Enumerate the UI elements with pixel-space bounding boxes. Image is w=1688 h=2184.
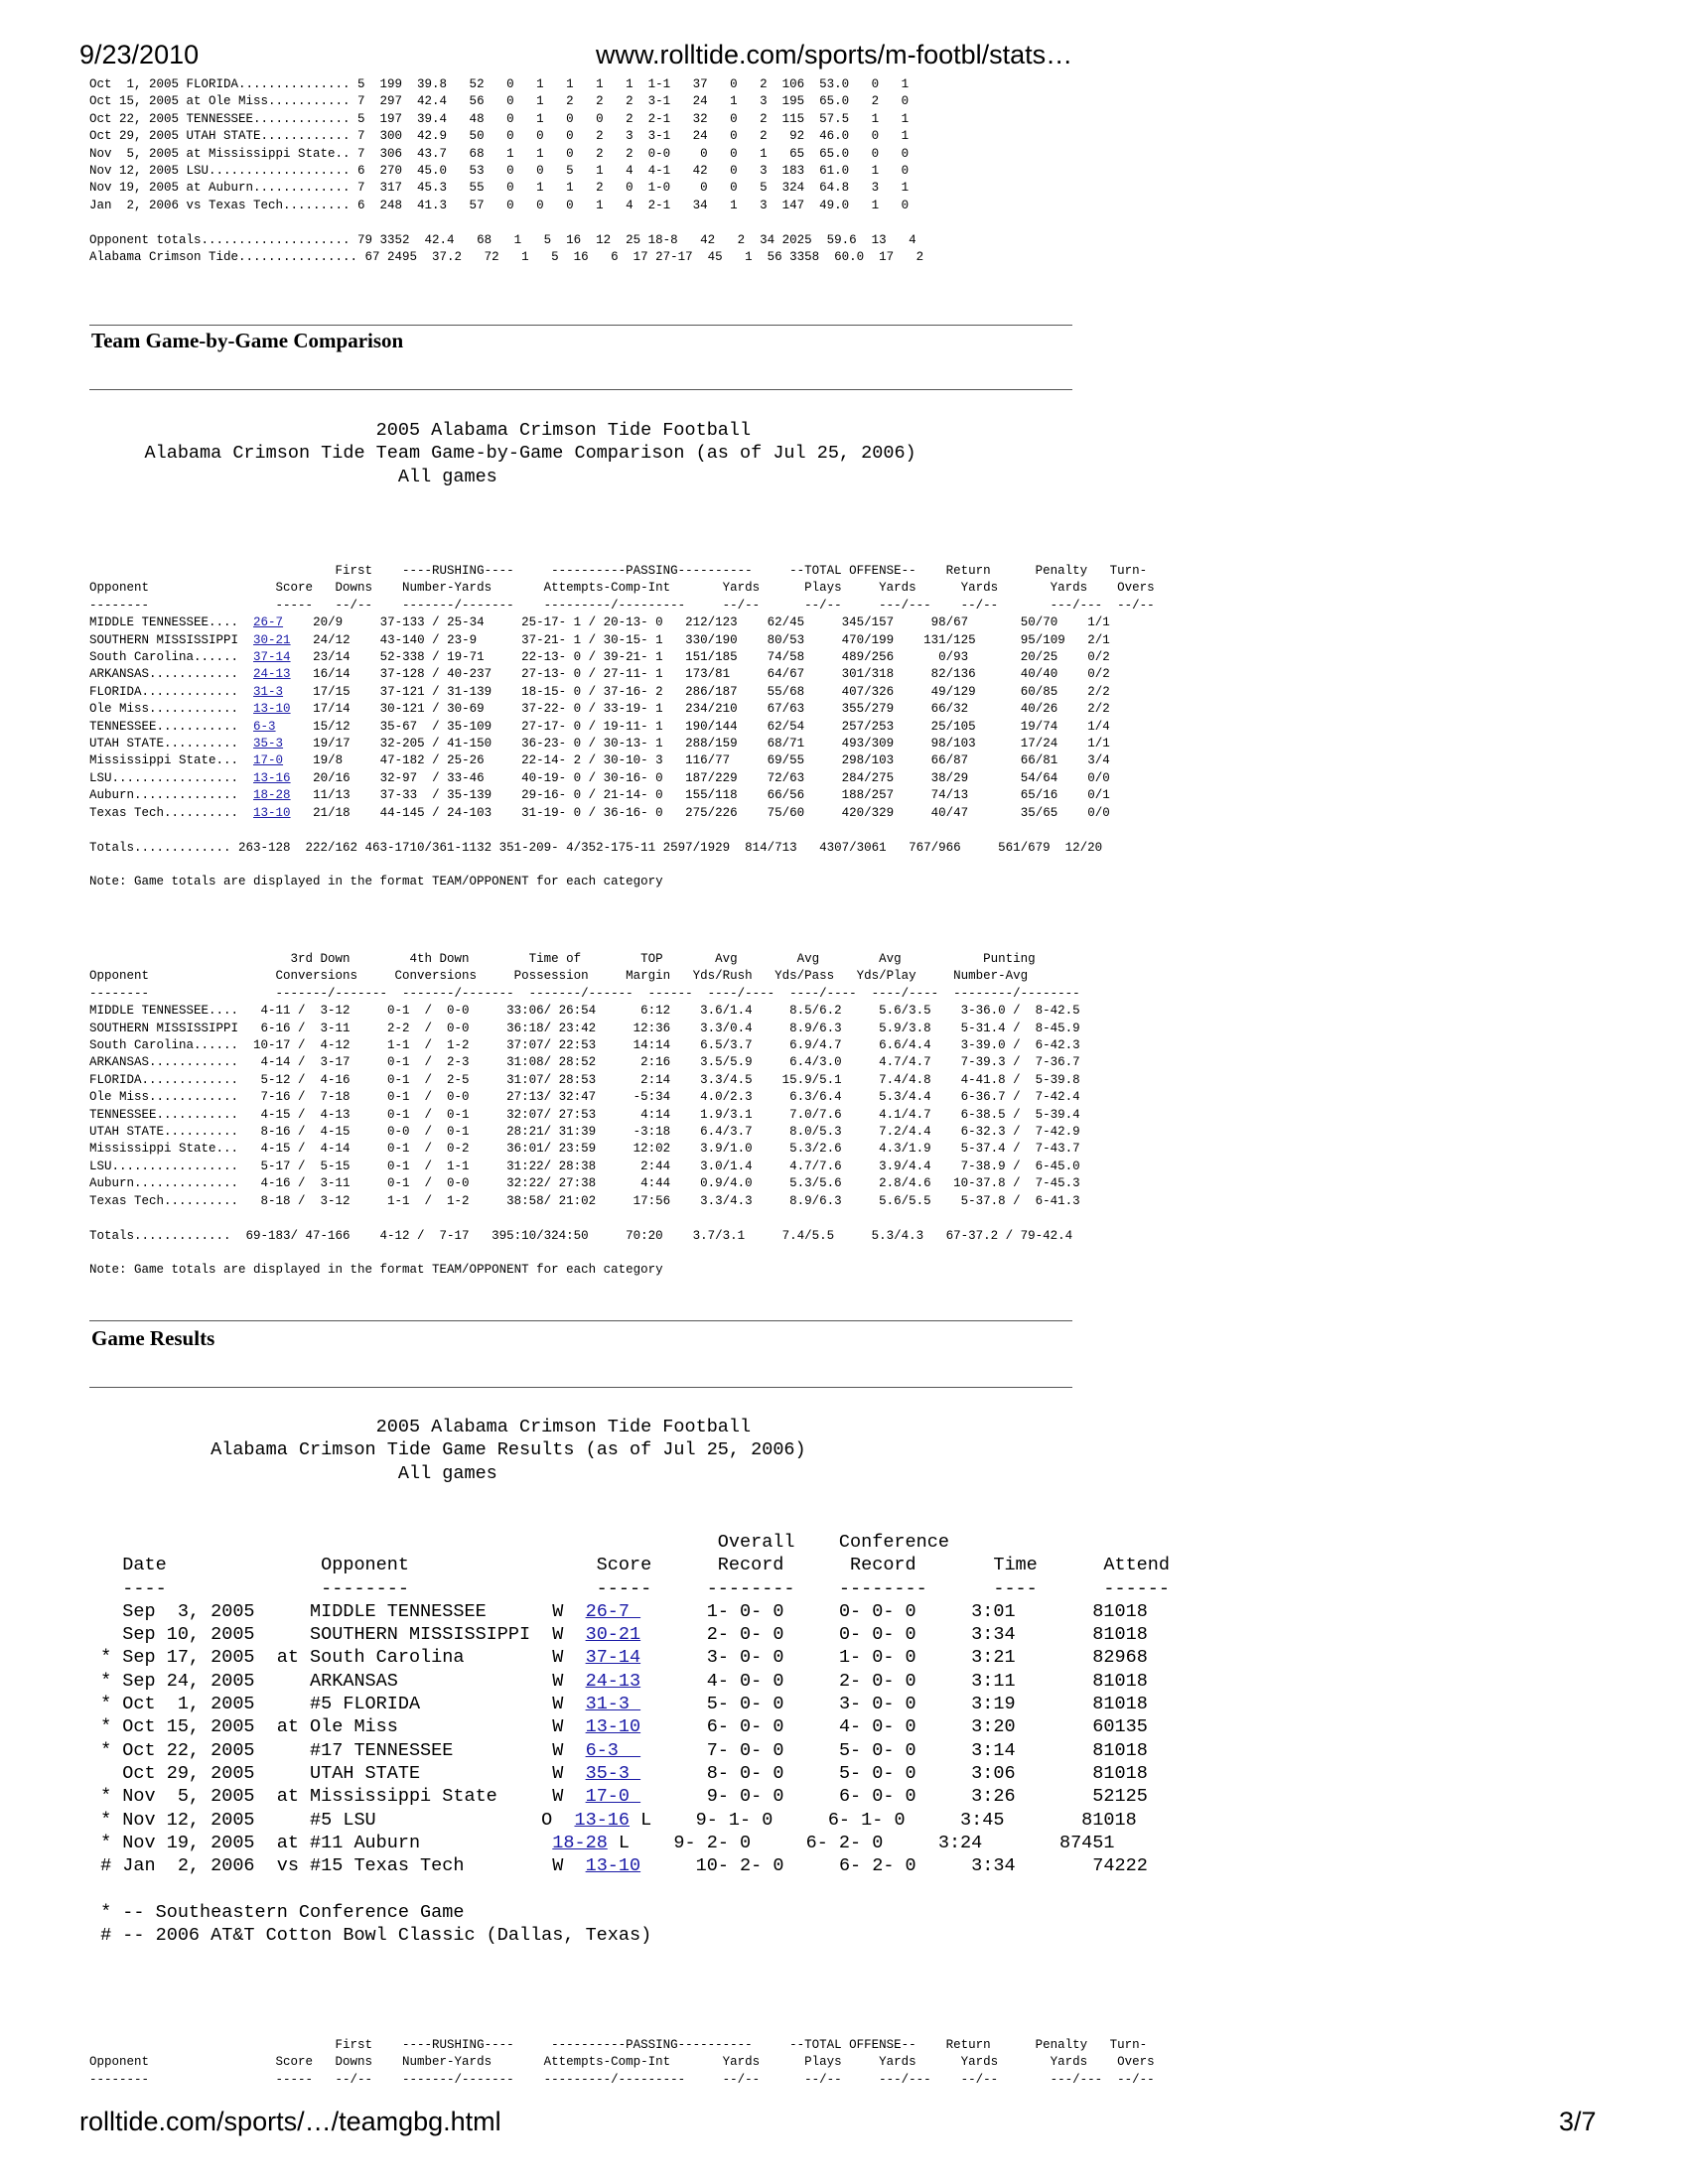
table-row — [89, 770, 1155, 787]
result-row — [89, 1854, 1170, 1877]
score-link[interactable]: 13-16 — [253, 770, 291, 785]
table-row: Jan 2, 2006 vs Texas Tech......... 6 248 41.3 57 0 0 0 1 4 2-1 34 1 3 147 49.0 1 0 — [89, 198, 910, 212]
result-row — [89, 1762, 1170, 1785]
column-header: First ----RUSHING---- ----------PASSING---------- --TOTAL OFFENSE-- Return Penalty Turn- — [89, 2038, 1148, 2052]
result-row — [89, 1623, 1170, 1646]
record-info: 10- 2- 0 6- 2- 0 3:34 74222 — [640, 1855, 1148, 1877]
game-info: * Oct 1, 2005 #5 FLORIDA W — [89, 1694, 586, 1715]
print-footer-path: rolltide.com/sports/…/teamgbg.html — [79, 2107, 501, 2136]
row-values: 17/15 37-121 / 31-139 18-15- 0 / 37-16- 2 286/187 55/68 407/326 49/129 60/85 2/2 — [313, 684, 1110, 699]
game-info: * Nov 12, 2005 #5 LSU O — [89, 1809, 575, 1831]
column-header: Overall Conference — [89, 1532, 949, 1553]
divider — [89, 1320, 1072, 1321]
table-row — [89, 752, 1155, 769]
table-row: Nov 5, 2005 at Mississippi State.. 7 306 43.7 68 1 1 0 2 2 0-0 0 0 1 65 65.0 0 0 — [89, 146, 910, 161]
divider — [89, 325, 1072, 326]
table-row — [89, 805, 1155, 822]
table-row — [89, 736, 1155, 752]
result-row — [89, 1646, 1170, 1669]
game-info: * Oct 22, 2005 #17 TENNESSEE W — [89, 1739, 586, 1761]
table-row: TENNESSEE........... 4-15 / 4-13 0-1 / 0-1 32:07/ 27:53 4:14 1.9/3.1 7.0/7.6 4.1/4.7 6-38.5 / 5-39.4 — [89, 1107, 1080, 1122]
score-link[interactable]: 18-28 — [253, 788, 291, 803]
score-link[interactable]: 30-21 — [253, 632, 291, 647]
row-values: 15/12 35-67 / 35-109 27-17- 0 / 19-11- 1 190/144 62/54 257/253 25/105 19/74 1/4 — [313, 719, 1110, 734]
opponent-name: SOUTHERN MISSISSIPPI — [89, 632, 239, 647]
score-link[interactable]: 6-3 — [253, 719, 276, 734]
table-row — [89, 719, 1155, 736]
top-punting-table — [89, 76, 923, 266]
table-row — [89, 787, 1155, 804]
game-by-game-efficiency-table — [89, 951, 1080, 1280]
game-by-game-comparison-table — [89, 563, 1155, 891]
row-values: 20/16 32-97 / 33-46 40-19- 0 / 30-16- 0 187/229 72/63 284/275 38/29 54/64 0/0 — [313, 770, 1110, 785]
score-link[interactable]: 13-16 — [574, 1809, 630, 1831]
score-link[interactable]: 37-14 — [253, 650, 291, 665]
column-header: -------- ----- --/-- -------/------- ---------/--------- --/-- --/-- ---/--- --/-- ---/--- --/-- — [89, 598, 1155, 613]
table-row: MIDDLE TENNESSEE.... 4-11 / 3-12 0-1 / 0-0 33:06/ 26:54 6:12 3.6/1.4 8.5/6.2 5.6/3.5 3-36.0 / 8-42.5 — [89, 1004, 1080, 1019]
score-link[interactable]: 17-0 — [253, 753, 284, 768]
game-info: * Oct 15, 2005 at Ole Miss W — [89, 1716, 586, 1738]
column-header: Opponent Score Downs Number-Yards Attempts-Comp-Int Yards Plays Yards Yards Yards Overs — [89, 581, 1155, 596]
row-values: 17/14 30-121 / 30-69 37-22- 0 / 33-19- 1 234/210 67/63 355/279 66/32 40/26 2/2 — [313, 702, 1110, 717]
opponent-name: Auburn.............. — [89, 788, 239, 803]
table-row: Texas Tech.......... 8-18 / 3-12 1-1 / 1-2 38:58/ 21:02 17:56 3.3/4.3 8.9/6.3 5.6/5.5 5-37.8 / 6-41.3 — [89, 1193, 1080, 1208]
game-info: # Jan 2, 2006 vs #15 Texas Tech W — [89, 1855, 586, 1877]
table-row: FLORIDA............. 5-12 / 4-16 0-1 / 2-5 31:07/ 28:53 2:14 3.3/4.5 15.9/5.1 7.4/4.8 4-41.8 / 5-39.8 — [89, 1072, 1080, 1087]
column-header: Opponent Score Downs Number-Yards Attempts-Comp-Int Yards Plays Yards Yards Yards Overs — [89, 2055, 1155, 2070]
opponent-name: MIDDLE TENNESSEE.... — [89, 615, 239, 630]
table-row: SOUTHERN MISSISSIPPI 6-16 / 3-11 2-2 / 0-0 36:18/ 23:42 12:36 3.3/0.4 8.9/6.3 5.9/3.8 5-31.4 / 8-45.9 — [89, 1021, 1080, 1035]
table-row: ARKANSAS............ 4-14 / 3-17 0-1 / 2-3 31:08/ 28:52 2:16 3.5/5.9 6.4/3.0 4.7/4.7 7-39.3 / 7-36.7 — [89, 1055, 1080, 1070]
title-text: All games — [397, 1462, 497, 1484]
score-link[interactable]: 37-14 — [585, 1647, 641, 1669]
result-row — [89, 1693, 1170, 1715]
print-url: www.rolltide.com/sports/m-footbl/stats… — [596, 40, 1073, 69]
result-row — [89, 1600, 1170, 1623]
print-date: 9/23/2010 — [79, 40, 200, 69]
table-row — [89, 632, 1155, 649]
totals-row: Totals............. 263-128 222/162 463-1710/361-1132 351-209- 4/352-175-11 2597/1929 814/713 4307/3061 767/966 561/679 12/20 — [89, 840, 1103, 855]
opponent-name: Ole Miss............ — [89, 702, 239, 717]
table-row — [89, 614, 1155, 631]
score-link[interactable]: 24-13 — [585, 1670, 641, 1692]
game-results-report-title — [89, 1416, 806, 1485]
score-link[interactable]: 13-10 — [585, 1855, 641, 1877]
game-info: * Sep 17, 2005 at South Carolina W — [89, 1647, 586, 1669]
table-row: UTAH STATE.......... 8-16 / 4-15 0-0 / 0-1 28:21/ 31:39 -3:18 6.4/3.7 8.0/5.3 7.2/4.4 6-32.3 / 7-42.9 — [89, 1125, 1080, 1140]
divider — [89, 389, 1072, 390]
opponent-name: Texas Tech.......... — [89, 805, 239, 820]
comparison-report-title — [89, 419, 916, 488]
row-values: 19/8 47-182 / 25-26 22-14- 2 / 30-10- 3 116/77 69/55 298/103 66/87 66/81 3/4 — [313, 753, 1110, 768]
table-row: Oct 15, 2005 at Ole Miss........... 7 297 42.4 56 0 1 2 2 2 3-1 24 1 3 195 65.0 2 0 — [89, 94, 910, 109]
title-line — [89, 1462, 806, 1485]
spacer — [89, 1877, 1170, 1900]
result-row — [89, 1670, 1170, 1693]
score-link[interactable]: 31-3 — [585, 1694, 641, 1715]
record-info: 5- 0- 0 3- 0- 0 3:19 81018 — [640, 1694, 1148, 1715]
footnote: * -- Southeastern Conference Game — [89, 1901, 465, 1923]
record-info: 2- 0- 0 0- 0- 0 3:34 81018 — [640, 1624, 1148, 1646]
row-values: 16/14 37-128 / 40-237 27-13- 0 / 27-11- 1 173/81 64/67 301/318 82/136 40/40 0/2 — [313, 667, 1110, 682]
title-text: Alabama Crimson Tide Team Game-by-Game Comparison (as of Jul 25, 2006) — [144, 443, 916, 465]
title-line — [89, 466, 916, 488]
title-line — [89, 1416, 806, 1438]
opponent-name: ARKANSAS............ — [89, 667, 239, 682]
result-row — [89, 1715, 1170, 1738]
table-row — [89, 701, 1155, 718]
game-info: * Sep 24, 2005 ARKANSAS W — [89, 1670, 586, 1692]
table-row: Oct 1, 2005 FLORIDA............... 5 199 39.8 52 0 1 1 1 1 1-1 37 0 2 106 53.0 0 1 — [89, 77, 910, 91]
footnote: # -- 2006 AT&T Cotton Bowl Classic (Dallas, Texas) — [89, 1925, 652, 1947]
column-header: 3rd Down 4th Down Time of TOP Avg Avg Avg Punting — [89, 952, 1036, 966]
game-info: Sep 3, 2005 MIDDLE TENNESSEE W — [89, 1600, 586, 1622]
next-table-header — [89, 2037, 1155, 2089]
game-info: * Nov 19, 2005 at #11 Auburn — [89, 1832, 553, 1853]
record-info: 8- 0- 0 5- 0- 0 3:06 81018 — [640, 1762, 1148, 1784]
opponent-name: TENNESSEE........... — [89, 719, 239, 734]
score-link[interactable]: 17-0 — [585, 1786, 641, 1808]
score-link[interactable]: 26-7 — [585, 1600, 641, 1622]
column-header: -------- -------/------- -------/------- -------/------ ------ ----/---- ----/---- ----/---- --------/-------- — [89, 986, 1080, 1001]
result-row — [89, 1785, 1170, 1808]
column-header: Opponent Conversions Conversions Possession Margin Yds/Rush Yds/Pass Yds/Play Number-Avg — [89, 969, 1029, 984]
row-values: 24/12 43-140 / 23-9 37-21- 1 / 30-15- 1 330/190 80/53 470/199 131/125 95/109 2/1 — [313, 632, 1110, 647]
section-heading-game-results: Game Results — [91, 1326, 215, 1350]
record-info: 6- 0- 0 4- 0- 0 3:20 60135 — [640, 1716, 1148, 1738]
totals-row: Totals............. 69-183/ 47-166 4-12 / 7-17 395:10/324:50 70:20 3.7/3.1 7.4/5.5 5.3/4.3 67-37.2 / 79-42.4 — [89, 1228, 1073, 1243]
title-line — [89, 1438, 806, 1461]
title-text: All games — [397, 466, 497, 487]
opponent-name: LSU................. — [89, 770, 239, 785]
row-values: 20/9 37-133 / 25-34 25-17- 1 / 20-13- 0 212/123 62/45 345/157 98/67 50/70 1/1 — [313, 615, 1110, 630]
row-values: 11/13 37-33 / 35-139 29-16- 0 / 21-14- 0 155/118 66/56 188/257 74/13 65/16 0/1 — [313, 788, 1110, 803]
score-link[interactable]: 13-10 — [253, 805, 291, 820]
spacer — [89, 1210, 1080, 1227]
table-row: Mississippi State... 4-15 / 4-14 0-1 / 0-2 36:01/ 23:59 12:02 3.9/1.0 5.3/2.6 4.3/1.9 5-37.4 / 7-43.7 — [89, 1142, 1080, 1157]
section-heading-comparison: Team Game-by-Game Comparison — [91, 329, 404, 352]
totals-row: Opponent totals.................... 79 3352 42.4 68 1 5 16 12 25 18-8 42 2 34 2025 59.6 13 4 — [89, 232, 916, 247]
table-row: Nov 19, 2005 at Auburn............. 7 317 45.3 55 0 1 1 2 0 1-0 0 0 5 324 64.8 3 1 — [89, 181, 910, 196]
title-text: 2005 Alabama Crimson Tide Football — [375, 420, 752, 441]
record-info: L 9- 2- 0 6- 2- 0 3:24 87451 — [607, 1832, 1115, 1853]
totals-row: Alabama Crimson Tide................ 67 2495 37.2 72 1 5 16 6 17 27-17 45 1 56 3358 60.0 17 2 — [89, 250, 924, 265]
game-info: Sep 10, 2005 SOUTHERN MISSISSIPPI W — [89, 1624, 586, 1646]
table-row: South Carolina...... 10-17 / 4-12 1-1 / 1-2 37:07/ 22:53 14:14 6.5/3.7 6.9/4.7 6.6/4.4 3-39.0 / 6-42.3 — [89, 1038, 1080, 1053]
record-info: 4- 0- 0 2- 0- 0 3:11 81018 — [640, 1670, 1148, 1692]
table-row — [89, 666, 1155, 683]
score-link[interactable]: 31-3 — [253, 684, 284, 699]
note: Note: Game totals are displayed in the format TEAM/OPPONENT for each category — [89, 875, 663, 889]
record-info: 7- 0- 0 5- 0- 0 3:14 81018 — [640, 1739, 1148, 1761]
column-header: Date Opponent Score Record Record Time Attend — [89, 1555, 1170, 1576]
column-header: ---- -------- ----- -------- -------- ---- ------ — [89, 1577, 1170, 1599]
score-link[interactable]: 13-10 — [585, 1716, 641, 1738]
page-number: 3/7 — [1559, 2107, 1597, 2136]
title-text: 2005 Alabama Crimson Tide Football — [375, 1417, 752, 1437]
opponent-name: UTAH STATE.......... — [89, 737, 239, 751]
table-row — [89, 684, 1155, 701]
title-line — [89, 442, 916, 465]
table-row: Oct 29, 2005 UTAH STATE............ 7 300 42.9 50 0 0 0 2 3 3-1 24 0 2 92 46.0 0 1 — [89, 129, 910, 144]
table-row — [89, 649, 1155, 666]
divider — [89, 1387, 1072, 1388]
score-link[interactable]: 13-10 — [253, 702, 291, 717]
opponent-name: Mississippi State... — [89, 753, 239, 768]
score-link[interactable]: 24-13 — [253, 667, 291, 682]
game-info: Oct 29, 2005 UTAH STATE W — [89, 1762, 586, 1784]
table-row: Nov 12, 2005 LSU................... 6 270 45.0 53 0 0 5 1 4 4-1 42 0 3 183 61.0 1 0 — [89, 164, 910, 179]
table-row: LSU................. 5-17 / 5-15 0-1 / 1-1 31:22/ 28:38 2:44 3.0/1.4 4.7/7.6 3.9/4.4 7-38.9 / 6-45.0 — [89, 1159, 1080, 1173]
result-row — [89, 1809, 1170, 1832]
game-results-table — [89, 1531, 1170, 1947]
spacer — [89, 1245, 1080, 1262]
score-link[interactable]: 35-3 — [585, 1762, 641, 1784]
record-info: 9- 0- 0 6- 0- 0 3:26 52125 — [640, 1786, 1148, 1808]
table-row: Ole Miss............ 7-16 / 7-18 0-1 / 0-0 27:13/ 32:47 -5:34 4.0/2.3 6.3/6.4 5.3/4.4 6-36.7 / 7-42.4 — [89, 1090, 1080, 1105]
column-header: First ----RUSHING---- ----------PASSING---------- --TOTAL OFFENSE-- Return Penalty Turn- — [89, 564, 1148, 578]
record-info: 1- 0- 0 0- 0- 0 3:01 81018 — [640, 1600, 1148, 1622]
table-row: Oct 22, 2005 TENNESSEE............. 5 197 39.4 48 0 1 0 0 2 2-1 32 0 2 115 57.5 1 1 — [89, 111, 910, 126]
opponent-name: South Carolina...... — [89, 650, 239, 665]
game-info: * Nov 5, 2005 at Mississippi State W — [89, 1786, 586, 1808]
row-values: 19/17 32-205 / 41-150 36-23- 0 / 30-13- 1 288/159 68/71 493/309 98/103 17/24 1/1 — [313, 737, 1110, 751]
title-text: Alabama Crimson Tide Game Results (as of Jul 25, 2006) — [211, 1439, 806, 1461]
score-link[interactable]: 18-28 — [552, 1832, 608, 1853]
row-values: 21/18 44-145 / 24-103 31-19- 0 / 36-16- 0 275/226 75/60 420/329 40/47 35/65 0/0 — [313, 805, 1110, 820]
note: Note: Game totals are displayed in the format TEAM/OPPONENT for each category — [89, 1263, 663, 1278]
result-row — [89, 1832, 1170, 1854]
column-header: -------- ----- --/-- -------/------- ---------/--------- --/-- --/-- ---/--- --/-- ---/--- --/-- — [89, 2072, 1155, 2087]
opponent-name: FLORIDA............. — [89, 684, 239, 699]
row-values: 23/14 52-338 / 19-71 22-13- 0 / 39-21- 1 151/185 74/58 489/256 0/93 20/25 0/2 — [313, 650, 1110, 665]
spacer — [89, 822, 1155, 839]
score-link[interactable]: 30-21 — [585, 1624, 641, 1646]
result-row — [89, 1739, 1170, 1762]
table-row: Auburn.............. 4-16 / 3-11 0-1 / 0-0 32:22/ 27:38 4:44 0.9/4.0 5.3/5.6 2.8/4.6 10-37.8 / 7-45.3 — [89, 1176, 1080, 1191]
title-line — [89, 419, 916, 442]
score-link[interactable]: 26-7 — [253, 615, 284, 630]
spacer — [89, 857, 1155, 874]
score-link[interactable]: 35-3 — [253, 737, 284, 751]
record-info: L 9- 1- 0 6- 1- 0 3:45 81018 — [630, 1809, 1137, 1831]
spacer — [89, 214, 923, 231]
score-link[interactable]: 6-3 — [585, 1739, 641, 1761]
record-info: 3- 0- 0 1- 0- 0 3:21 82968 — [640, 1647, 1148, 1669]
